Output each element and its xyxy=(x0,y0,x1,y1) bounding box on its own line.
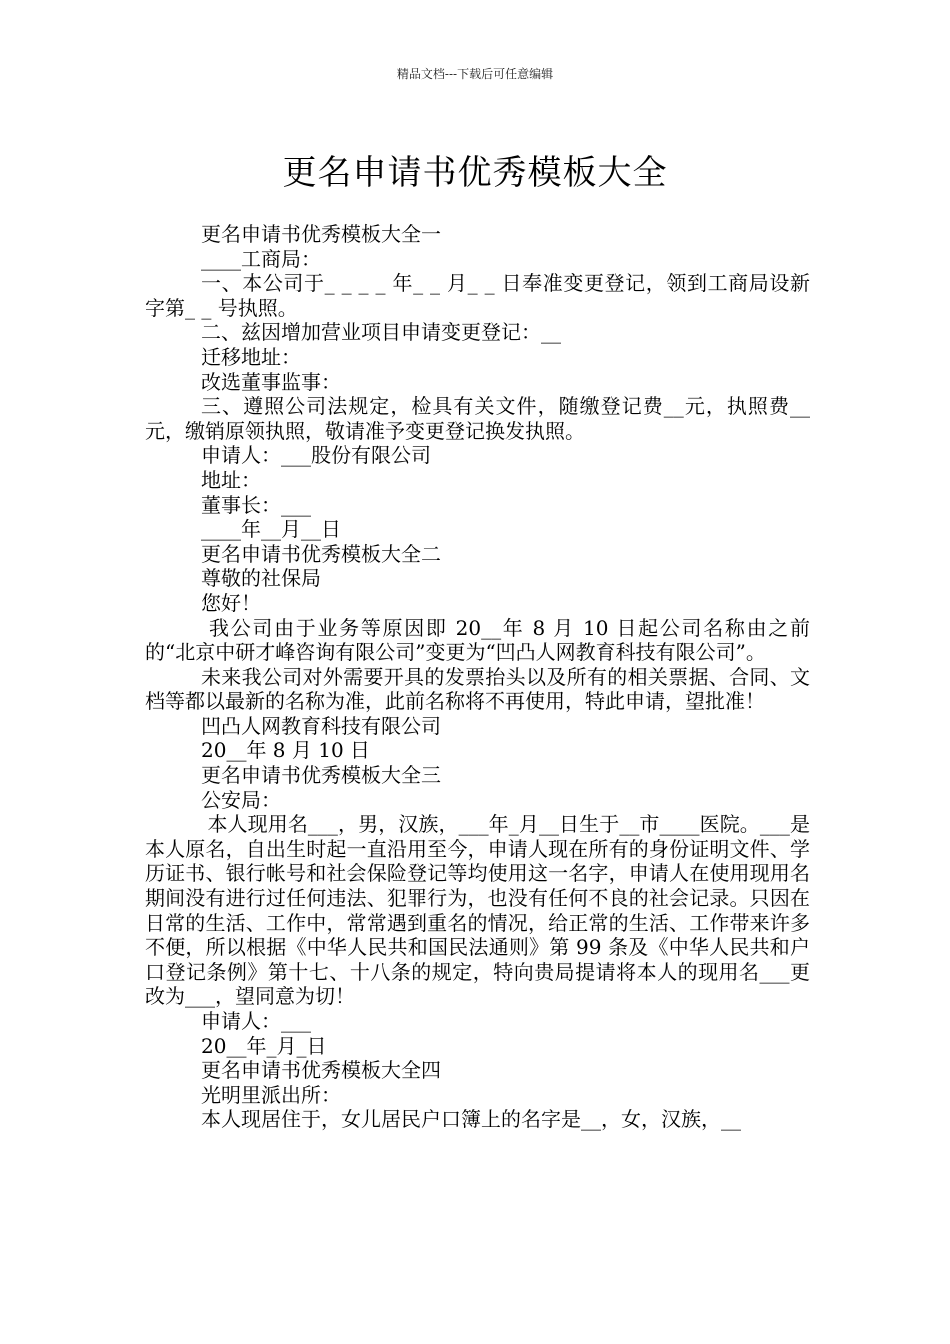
section-heading-3: 更名申请书优秀模板大全三 xyxy=(201,763,441,788)
addressee-line: 公安局： xyxy=(201,787,281,812)
body-paragraph: 迁移地址： xyxy=(201,344,301,369)
signature-line: 凹凸人网教育科技有限公司 xyxy=(201,713,441,738)
body-paragraph: 本人现用名___，男，汉族，___年_月__日生于__市____医院。___是本人原名，自出生时起一直沿用至今，申请人现在所有的身份证明文件、学历证书、银行帐号和社会保险登记等均使用这一名字，申请人在使用现用名期间没有进行过任何违法、犯罪行为，也没有任何不良的社会记录。只因在日常的生活、工作中，常常遇到重名的情况，给正常的生活、工作带来许多不便，所以根据《中华人民共和国民法通则》第 99 条及《中华人民共和户口登记条例》第十七、十八条的规定，特向贵局提请将本人的现用名___更改为___，望同意为切！ xyxy=(145,812,810,1009)
signature-line: 董事长：___ xyxy=(201,492,311,517)
signature-line: 申请人：___ xyxy=(201,1009,311,1033)
date-line: 20__年_月_日 xyxy=(201,1033,327,1058)
signature-line: 申请人：___股份有限公司 xyxy=(201,443,431,468)
date-line: ____年__月__日 xyxy=(201,517,341,542)
section-heading-2: 更名申请书优秀模板大全二 xyxy=(201,541,441,566)
document-title: 更名申请书优秀模板大全 xyxy=(282,152,668,193)
body-paragraph: 一、本公司于_ _ _ _ 年_ _ 月_ _ 日奉准变更登记，领到工商局设新字第_ _ 号执照。 xyxy=(145,271,810,320)
header-note: 精品文档---下载后可任意编辑 xyxy=(396,67,554,81)
body-paragraph: 三、遵照公司法规定，检具有关文件，随缴登记费__元，执照费__元，缴销原领执照，敬请准予变更登记换发执照。 xyxy=(145,394,810,443)
addressee-line: 光明里派出所： xyxy=(201,1082,341,1107)
document-body xyxy=(145,222,810,1132)
body-paragraph: 改选董事监事： xyxy=(201,369,341,394)
body-paragraph: 二、兹因增加营业项目申请变更登记：__ xyxy=(201,320,561,345)
addressee-line: ____工商局： xyxy=(201,246,321,271)
body-paragraph: 未来我公司对外需要开具的发票抬头以及所有的相关票据、合同、文档等都以最新的名称为准，此前名称将不再使用，特此申请，望批准！ xyxy=(145,664,810,714)
greeting-line: 您好！ xyxy=(201,590,261,615)
addressee-line: 尊敬的社保局 xyxy=(201,566,321,591)
body-paragraph: 本人现居住于，女儿居民户口簿上的名字是__，女，汉族，__ xyxy=(201,1107,741,1132)
body-paragraph: 我公司由于业务等原因即 20__年 8 月 10 日起公司名称由之前的“北京中研才峰咨询有限公司”变更为“凹凸人网教育科技有限公司”。 xyxy=(145,615,810,665)
section-heading-1: 更名申请书优秀模板大全一 xyxy=(201,222,441,246)
signature-line: 地址： xyxy=(201,467,261,492)
section-heading-4: 更名申请书优秀模板大全四 xyxy=(201,1058,441,1083)
date-line: 20__年 8 月 10 日 xyxy=(201,738,371,763)
